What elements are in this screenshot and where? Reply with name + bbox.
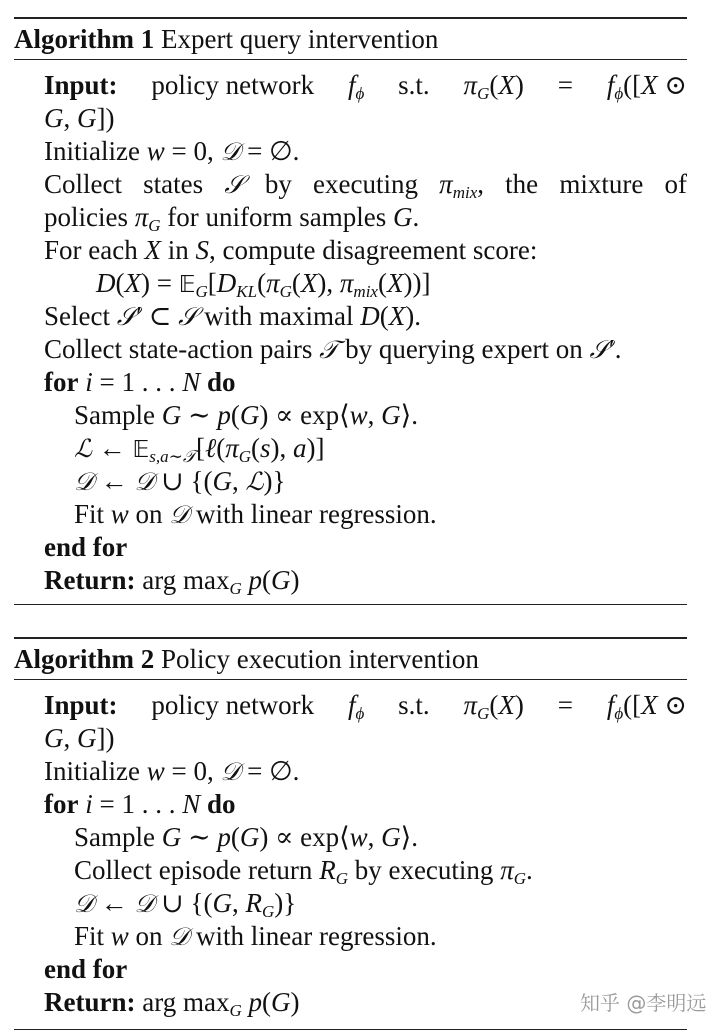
algo1-score-line: $D(X) = 𝔼_G[D_{KL}(\pi_G(X)$, $\pi_{mix}(X)$)] — [96, 268, 431, 301]
algo2-fit-line: Fit w on 𝒟 with linear regression. — [74, 921, 437, 951]
algo1-init-line: Initialize w = 0, 𝒟 = ∅. — [44, 136, 300, 166]
algorithm-1-label: Algorithm 1 — [14, 24, 155, 54]
algo2-end-for: end for — [44, 954, 128, 984]
algo1-end-for: end for — [44, 532, 128, 562]
algorithm-2-header-rule — [14, 679, 687, 680]
algo1-input-line: Input: policy network $f_\phi$ s.t. $\pi_G(X)$ = $f_\phi([X$ ⊙ — [44, 70, 687, 103]
algo2-input-line: Input: policy network $f_\phi$ s.t. $\pi_G(X)$ = $f_\phi([X$ ⊙ — [44, 690, 687, 723]
algo2-for-line: for i = 1 . . . N do — [44, 789, 236, 819]
algorithm-2-label: Algorithm 2 — [14, 644, 155, 674]
algo1-foreach-line: For each X in S, compute disagreement score: — [44, 235, 538, 265]
algorithm-2-body — [44, 689, 687, 1019]
algorithm-2-header — [14, 639, 479, 679]
algorithm-1-bottom-rule — [14, 604, 687, 605]
algo2-input-cont: G, G]) — [44, 723, 115, 753]
algorithm-2-bottom-rule — [14, 1029, 687, 1030]
algorithm-2-title: Policy execution intervention — [160, 644, 479, 674]
watermark-text: 知乎 @李明远 — [580, 991, 707, 1015]
algo1-fit-line: Fit w on 𝒟 with linear regression. — [74, 499, 437, 529]
algo1-input-cont: G, G]) — [44, 103, 115, 133]
algo1-collect-line-2: policies $\pi_G$ for uniform samples G. — [44, 202, 420, 235]
algorithm-1-header — [14, 19, 438, 59]
algo1-input-text: policy network — [151, 70, 315, 100]
algo1-loss-line: ℒ ← $𝔼_{s,a\sim 𝒯}[\ell(\pi_G(s)$, a)] — [74, 433, 325, 466]
algo2-collect-line: Collect episode return $R_G$ by executing $\pi_G$. — [74, 855, 533, 888]
algo2-update-line: 𝒟 ← 𝒟 ∪ {(G, $R_G$)} — [74, 888, 297, 921]
algo2-return-line: Return: arg $\max_G p(G)$ — [44, 987, 300, 1020]
algo2-input-label: Input: — [44, 690, 118, 720]
algo1-update-line: 𝒟 ← 𝒟 ∪ {(G, ℒ)} — [74, 466, 286, 496]
algo1-input-label: Input: — [44, 70, 118, 100]
algorithm-1-body — [44, 69, 687, 597]
algo1-return-line: Return: arg $\max_G p(G)$ — [44, 565, 300, 598]
algorithm-1-title: Expert query intervention — [160, 24, 439, 54]
algo1-for-line: for i = 1 . . . N do — [44, 367, 236, 397]
algo1-input-st: s.t. — [398, 70, 430, 100]
algo2-init-line: Initialize w = 0, 𝒟 = ∅. — [44, 756, 300, 786]
algo1-pairs-line: Collect state-action pairs 𝒯 by querying expert on 𝒮′. — [44, 334, 622, 364]
algo2-input-text: policy network — [151, 690, 315, 720]
algo2-sample-line: Sample G ∼ p(G) ∝ exp⟨w, G⟩. — [74, 822, 418, 852]
algo1-collect-line-1: Collect states 𝒮 by executing $\pi_{mix}$, the mixture of — [44, 169, 687, 202]
algorithm-1-header-rule — [14, 59, 687, 60]
algo1-sample-line: Sample G ∼ p(G) ∝ exp⟨w, G⟩. — [74, 400, 418, 430]
algo2-input-st: s.t. — [398, 690, 430, 720]
algo1-select-line: Select 𝒮′ ⊂ 𝒮 with maximal D(X). — [44, 301, 421, 331]
